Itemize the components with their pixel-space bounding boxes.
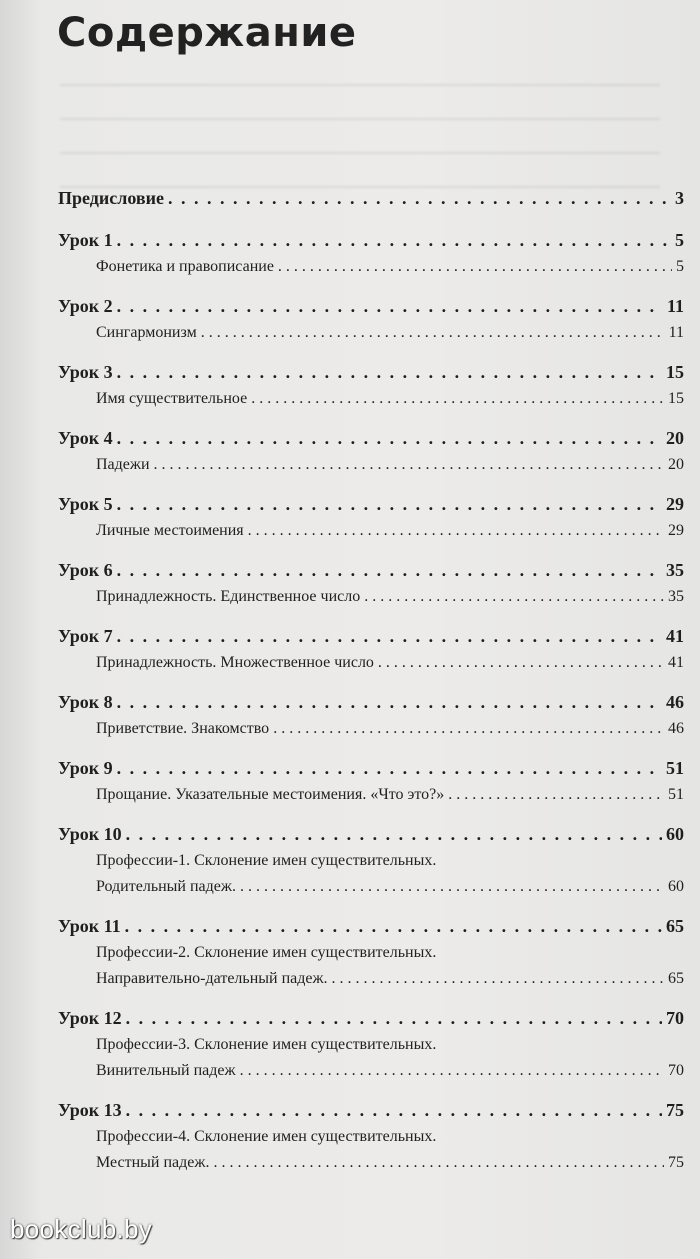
toc-entry-preface (58, 184, 684, 212)
toc-lesson-heading (58, 622, 684, 650)
toc-subentry (58, 584, 684, 610)
toc-subentry-line: Профессии-1. Склонение имен существительных. (96, 852, 437, 869)
page-title: Содержание (57, 10, 357, 56)
dot-leader (126, 1096, 662, 1124)
toc-subentry-line: Профессии-3. Склонение имен существительных. (96, 1036, 437, 1053)
toc-lesson-group (58, 912, 684, 992)
dot-leader (117, 622, 662, 650)
table-of-contents (58, 184, 684, 1188)
toc-subentry-label: Падежи (96, 456, 150, 473)
toc-lesson-heading (58, 1004, 684, 1032)
toc-subentry (58, 518, 684, 544)
toc-subentry-label: Принадлежность. Множественное число (96, 654, 374, 671)
dot-leader (240, 1058, 664, 1084)
toc-page-number: 70 (666, 1008, 684, 1028)
toc-lesson-group (58, 490, 684, 544)
toc-lesson-heading (58, 912, 684, 940)
bleed-through-texture (60, 70, 660, 190)
toc-lessons (58, 226, 684, 1176)
toc-lesson-heading (58, 754, 684, 782)
dot-leader (168, 184, 671, 212)
dot-leader (201, 320, 665, 346)
toc-page-number: 11 (666, 296, 684, 316)
toc-subentry (58, 1150, 684, 1176)
toc-page-number: 75 (668, 1154, 684, 1171)
dot-leader (251, 386, 664, 412)
toc-subentry-label: Приветствие. Знакомство (96, 720, 270, 737)
toc-lesson-heading (58, 424, 684, 452)
toc-page-number: 41 (666, 626, 684, 646)
dot-leader (240, 874, 664, 900)
toc-lesson-group (58, 358, 684, 412)
toc-page-number: 46 (668, 720, 684, 737)
toc-subentry (58, 320, 684, 346)
dot-leader (448, 782, 664, 808)
dot-leader (117, 226, 671, 254)
toc-subentry (58, 874, 684, 900)
toc-page-number: 51 (666, 758, 684, 778)
dot-leader (378, 650, 664, 676)
toc-subentry-label: Направительно-дательный падеж. (96, 970, 328, 987)
toc-lesson-heading (58, 292, 684, 320)
dot-leader (117, 292, 663, 320)
dot-leader (213, 1150, 664, 1176)
toc-page-number: 75 (666, 1100, 684, 1120)
dot-leader (125, 912, 662, 940)
toc-entry-label: Урок 11 (58, 916, 121, 936)
toc-entry-label: Урок 6 (58, 560, 113, 580)
toc-subentry-label: Родительный падеж. (96, 878, 236, 895)
toc-lesson-group (58, 622, 684, 676)
toc-page-number: 65 (666, 916, 684, 936)
toc-entry-label: Урок 9 (58, 758, 113, 778)
toc-page-number: 46 (666, 692, 684, 712)
toc-lesson-heading (58, 226, 684, 254)
toc-subentry-label: Личные местоимения (96, 522, 244, 539)
toc-preface (58, 184, 684, 212)
toc-entry-label: Урок 5 (58, 494, 113, 514)
dot-leader (117, 688, 662, 716)
toc-subentry-label: Местный падеж. (96, 1154, 210, 1171)
toc-subentry-line: Профессии-4. Склонение имен существительных. (96, 1128, 437, 1145)
watermark: bookclub.by (10, 1214, 153, 1244)
toc-subentry (58, 386, 684, 412)
toc-page-number: 3 (675, 188, 684, 208)
toc-page-number: 11 (668, 324, 684, 341)
toc-page-number: 29 (666, 494, 684, 514)
toc-entry-label: Урок 12 (58, 1008, 122, 1028)
toc-subentry-label: Сингармонизм (96, 324, 197, 341)
dot-leader (117, 490, 662, 518)
dot-leader (273, 716, 664, 742)
toc-page-number: 51 (668, 786, 684, 803)
toc-subentry (58, 966, 684, 992)
toc-lesson-group (58, 556, 684, 610)
toc-page-number: 20 (666, 428, 684, 448)
toc-entry-label: Предисловие (58, 188, 164, 208)
dot-leader (364, 584, 664, 610)
toc-entry-label: Урок 1 (58, 230, 113, 250)
toc-entry-label: Урок 7 (58, 626, 113, 646)
toc-page-number: 60 (668, 878, 684, 895)
toc-page-number: 65 (668, 970, 684, 987)
toc-subentry-label: Прощание. Указательные местоимения. «Что это?» (96, 786, 445, 803)
dot-leader (117, 358, 662, 386)
toc-page-number: 41 (668, 654, 684, 671)
dot-leader (332, 966, 664, 992)
toc-subentry (58, 1058, 684, 1084)
toc-lesson-group (58, 226, 684, 280)
dot-leader (117, 754, 662, 782)
toc-page-number: 15 (666, 362, 684, 382)
toc-page-number: 60 (666, 824, 684, 844)
toc-entry-label: Урок 10 (58, 824, 122, 844)
toc-subentry-label: Принадлежность. Единственное число (96, 588, 361, 605)
toc-lesson-heading (58, 556, 684, 584)
dot-leader (278, 254, 672, 280)
toc-page-number: 15 (668, 390, 684, 407)
toc-lesson-heading (58, 358, 684, 386)
toc-page-number: 29 (668, 522, 684, 539)
toc-subentry-label: Фонетика и правописание (96, 258, 274, 275)
toc-entry-label: Урок 3 (58, 362, 113, 382)
toc-entry-label: Урок 4 (58, 428, 113, 448)
toc-entry-label: Урок 13 (58, 1100, 122, 1120)
toc-lesson-group (58, 292, 684, 346)
toc-page-number: 5 (676, 258, 684, 275)
toc-subentry (58, 254, 684, 280)
toc-subentry-label: Имя существительное (96, 390, 248, 407)
dot-leader (126, 1004, 662, 1032)
toc-lesson-heading (58, 688, 684, 716)
dot-leader (117, 424, 662, 452)
toc-subentry-label: Винительный падеж (96, 1062, 236, 1079)
toc-lesson-heading (58, 490, 684, 518)
toc-subentry (58, 452, 684, 478)
dot-leader (117, 556, 662, 584)
toc-subentry (58, 650, 684, 676)
toc-lesson-group (58, 688, 684, 742)
toc-subentry (58, 782, 684, 808)
toc-page-number: 35 (666, 560, 684, 580)
dot-leader (126, 820, 662, 848)
toc-entry-label: Урок 2 (58, 296, 113, 316)
toc-subentry-line: Профессии-2. Склонение имен существительных. (96, 944, 437, 961)
toc-lesson-group (58, 424, 684, 478)
toc-lesson-heading (58, 820, 684, 848)
toc-lesson-group (58, 1004, 684, 1084)
toc-page-number: 20 (668, 456, 684, 473)
toc-page-number: 70 (668, 1062, 684, 1079)
toc-entry-label: Урок 8 (58, 692, 113, 712)
dot-leader (248, 518, 664, 544)
toc-page-number: 5 (675, 230, 684, 250)
toc-lesson-group (58, 754, 684, 808)
dot-leader (154, 452, 664, 478)
toc-lesson-heading (58, 1096, 684, 1124)
toc-page-number: 35 (668, 588, 684, 605)
toc-lesson-group (58, 1096, 684, 1176)
toc-lesson-group (58, 820, 684, 900)
toc-subentry (58, 716, 684, 742)
